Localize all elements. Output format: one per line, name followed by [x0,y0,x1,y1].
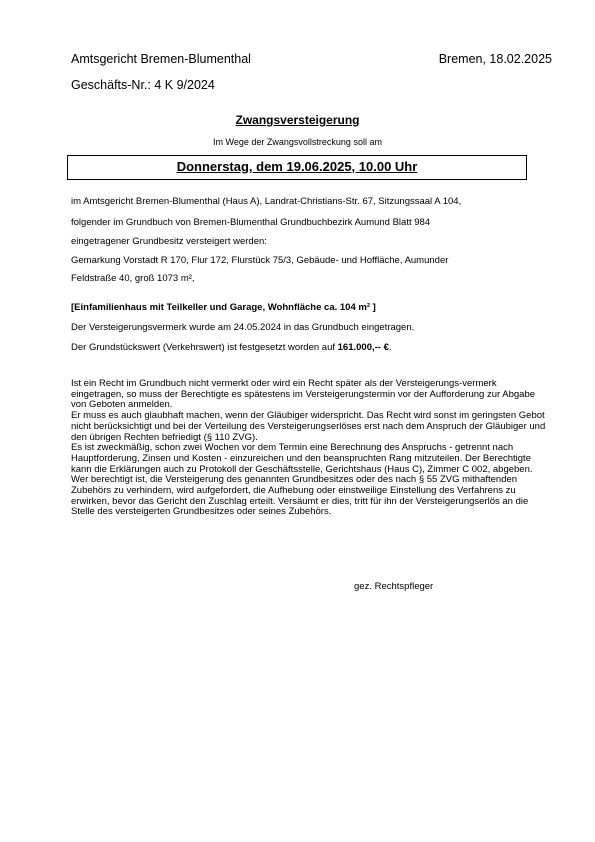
value-amount: 161.000,-- € [337,342,389,353]
details-line-2: folgender im Grundbuch von Bremen-Blumenthal Grundbuchbezirk Aumund Blatt 984 [71,217,431,228]
entry-note: Der Versteigerungsvermerk wurde am 24.05.2024 in das Grundbuch eingetragen. [71,322,415,333]
value-suffix: . [388,342,392,353]
subtitle: Im Wege der Zwangsvollstreckung soll am [213,137,382,147]
date-box [67,155,527,180]
property-description: [Einfamilienhaus mit Teilkeller und Garage, Wohnfläche ca. 104 m² ] [71,302,376,313]
value-prefix: Der Grundstückswert (Verkehrswert) ist festgesetzt worden auf [71,342,338,353]
details-line-3: eingetragener Grundbesitz versteigert werden: [71,236,267,247]
notice-paragraph-4: Wer berechtigt ist, die Versteigerung des genannten Grundbesitzes oder des nach § 55 ZVG mithaftenden Zubehörs zu verhindern, wird aufgefordert, die Aufhebung oder einstweilige Einstellung des Verfahrens zu erwirken, bevor das Gericht den Zuschlag erteilt. Versäumt er dies, tritt für ihn der Versteigerungserlös an die Stelle des versteigerten Grundbesitzes oder seines Zubehörs. [71,474,529,518]
place-date: Bremen, 18.02.2025 [438,52,552,66]
details-line-1: im Amtsgericht Bremen-Blumenthal (Haus A), Landrat-Christians-Str. 67, Sitzungssaal A 104, [71,196,462,207]
signature: gez. Rechtspfleger [354,581,434,592]
case-number: Geschäfts-Nr.: 4 K 9/2024 [71,78,215,92]
notice-paragraph-2: Er muss es auch glaubhaft machen, wenn der Gläubiger widerspricht. Das Recht wird sonst im geringsten Gebot nicht berücksichtigt und bei der Verteilung des Versteigerungserlöses erst nach dem Anspruch der Gläubiger und den übrigen Rechten befriedigt (§ 110 ZVG). [71,410,546,443]
property-value [71,342,392,353]
auction-date: Donnerstag, dem 19.06.2025, 10.00 Uhr [176,159,418,174]
details-line-4: Gemarkung Vorstadt R 170, Flur 172, Flurstück 75/3, Gebäude- und Hoffläche, Aumunder [71,255,449,266]
notice-paragraph-3: Es ist zweckmäßig, schon zwei Wochen vor dem Termin eine Berechnung des Anspruchs - getrennt nach Hauptforderung, Zinsen und Kosten - einzureichen und den beanspruchten Rang mitzuteilen. Der Berechtigte kann die Erklärungen auch zu Protokoll der Geschäftsstelle, Gerichtshaus (Haus C), Zimmer C 002, abgeben. [71,442,533,475]
notice-paragraph-1: Ist ein Recht im Grundbuch nicht vermerkt oder wird ein Recht später als der Versteigerungs-vermerk eingetragen, so muss der Berechtigte es spätestens im Versteigerungstermin vor der Aufforderung zur Abgabe von Geboten anmelden. [71,378,536,411]
notice-text [71,379,549,518]
court-name: Amtsgericht Bremen-Blumenthal [71,52,251,66]
page-title: Zwangsversteigerung [235,113,360,127]
details-line-5: Feldstraße 40, groß 1073 m², [71,273,195,284]
